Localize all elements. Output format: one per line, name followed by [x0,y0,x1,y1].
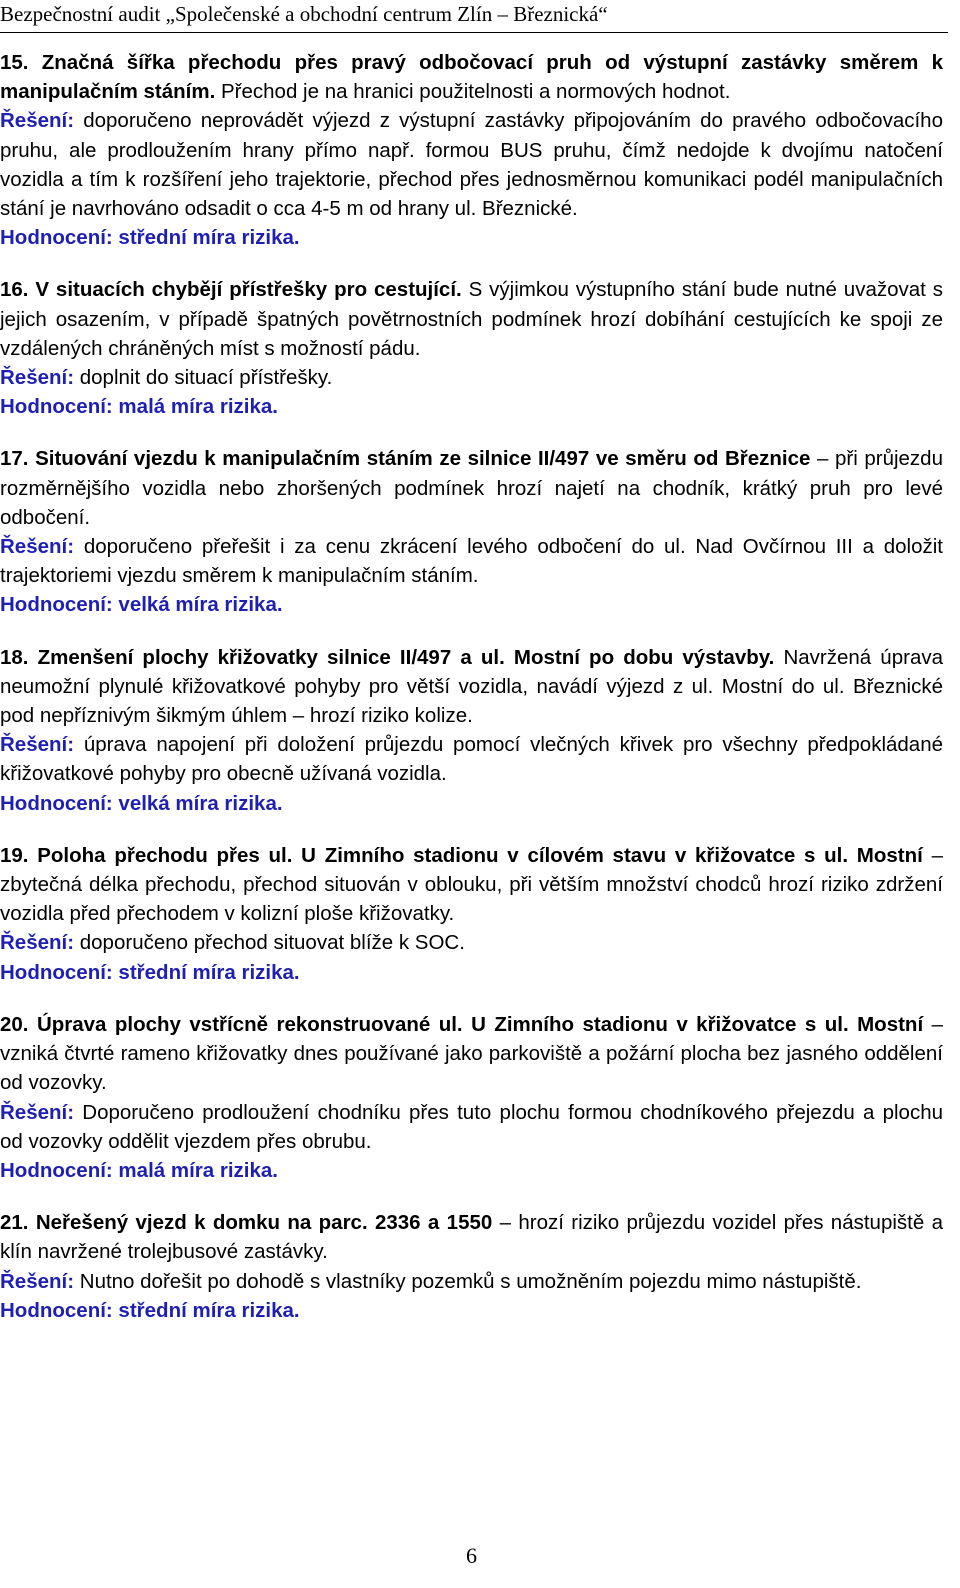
finding-rating: Hodnocení: střední míra rizika. [0,960,300,984]
document-body [0,48,943,1348]
finding-title: 19. Poloha přechodu přes ul. U Zimního stadionu v cílovém stavu v křižovatce s ul. Mostní [0,843,923,867]
solution-text: doporučeno přechod situovat blíže k SOC. [74,931,465,955]
finding-title: 18. Zmenšení plochy křižovatky silnice II/497 a ul. Mostní po dobu výstavby. [0,645,775,669]
finding-text: – hrozí riziko průjezdu vozidel přes nástupiště a klín navržené trolejbusové zastávky. [0,1211,943,1264]
finding-rating: Hodnocení: velká míra rizika. [0,791,283,815]
finding-description [0,1208,943,1266]
finding-solution [0,1267,943,1296]
finding-title: 21. Neřešený vjezd k domku na parc. 2336 a 1550 [0,1211,493,1235]
finding-item [0,444,943,619]
finding-title: 17. Situování vjezdu k manipulačním stáním ze silnice II/497 ve směru od Březnice [0,447,811,471]
solution-text: doporučeno přeřešit i za cenu zkrácení levého odbočení do ul. Nad Ovčírnou III a doložit trajektoriemi vjezdu směrem k manipulačním stáním. [0,535,943,588]
finding-rating: Hodnocení: střední míra rizika. [0,1298,300,1322]
finding-rating: Hodnocení: velká míra rizika. [0,593,283,617]
finding-solution [0,363,943,392]
solution-label: Řešení: [0,1100,75,1124]
finding-item [0,643,943,818]
solution-text: doplnit do situací přístřešky. [74,366,333,390]
finding-title: 16. V situacích chybějí přístřešky pro cestující. [0,278,462,302]
solution-label: Řešení: [0,733,75,757]
solution-label: Řešení: [0,109,75,133]
solution-label: Řešení: [0,535,75,559]
finding-text: – při průjezdu rozměrnějšího vozidla nebo zhoršených podmínek hrozí najetí na chodník, krátký pruh pro levé odbočení. [0,447,943,529]
finding-item [0,1208,943,1325]
finding-title: 20. Úprava plochy vstřícně rekonstruované ul. U Zimního stadionu v křižovatce s ul. Mostní [0,1012,924,1036]
finding-solution [0,730,943,788]
finding-solution [0,106,943,223]
finding-description [0,643,943,731]
document-title: Bezpečnostní audit „Společenské a obchodní centrum Zlín – Březnická“ [0,2,608,26]
solution-text: úprava napojení při doložení průjezdu pomocí vlečných křivek pro všechny předpokládané křižovatkové pohyby pro obecně užívaná vozidla. [0,733,943,786]
finding-rating: Hodnocení: malá míra rizika. [0,1158,278,1182]
finding-item [0,48,943,252]
finding-text: – zbytečná délka přechodu, přechod situován v oblouku, při větším množství chodců hrozí riziko zdržení vozidla před přechodem v kolizní ploše křižovatky. [0,843,943,926]
finding-text: Přechod je na hranici použitelnosti a normových hodnot. [215,80,731,104]
finding-description [0,1010,943,1098]
page-header [0,0,960,40]
header-divider [0,32,948,33]
finding-solution [0,532,943,590]
finding-description [0,48,943,106]
finding-description [0,275,943,363]
page-number: 6 [466,1543,477,1568]
finding-description [0,841,943,929]
finding-rating: Hodnocení: malá míra rizika. [0,395,278,419]
solution-text: doporučeno neprovádět výjezd z výstupní zastávky připojováním do pravého odbočovacího pruhu, ale prodloužením hrany přímo např. formou BUS pruhu, čímž nedojde k dvojímu natočení vozidla a tím k rozšíření jeho trajektorie, přechod přes jednosměrnou komunikaci podél manipulačních stání je navrhováno odsadit o cca 4-5 m od hrany ul. Březnické. [0,109,943,221]
finding-item [0,841,943,987]
finding-item [0,1010,943,1185]
finding-rating: Hodnocení: střední míra rizika. [0,226,300,250]
finding-text: Navržená úprava neumožní plynulé křižovatkové pohyby pro větší vozidla, navádí výjezd z ul. Mostní do ul. Březnické pod nepříznivým šikmým úhlem – hrozí riziko kolize. [0,645,943,728]
solution-label: Řešení: [0,366,75,390]
solution-label: Řešení: [0,1269,75,1293]
finding-title: 15. Značná šířka přechodu přes pravý odbočovací pruh od výstupní zastávky směrem k manipulačním stáním. [0,51,943,104]
finding-description [0,444,943,532]
finding-solution [0,928,943,957]
finding-text: S výjimkou výstupního stání bude nutné uvažovat s jejich osazením, v případě špatných povětrnostních podmínek hrozí dobíhání cestujících ke spoji ze vzdálených chráněných míst s možností pádu. [0,278,943,360]
finding-solution [0,1098,943,1156]
solution-label: Řešení: [0,931,75,955]
finding-item [0,275,943,421]
solution-text: Nutno dořešit po dohodě s vlastníky pozemků s umožněním pojezdu mimo nástupiště. [74,1269,862,1293]
solution-text: Doporučeno prodloužení chodníku přes tuto plochu formou chodníkového přejezdu a plochu od vozovky oddělit vjezdem přes obrubu. [0,1100,943,1153]
finding-text: – vzniká čtvrté rameno křižovatky dnes používané jako parkoviště a požární plocha bez jasného oddělení od vozovky. [0,1012,943,1095]
